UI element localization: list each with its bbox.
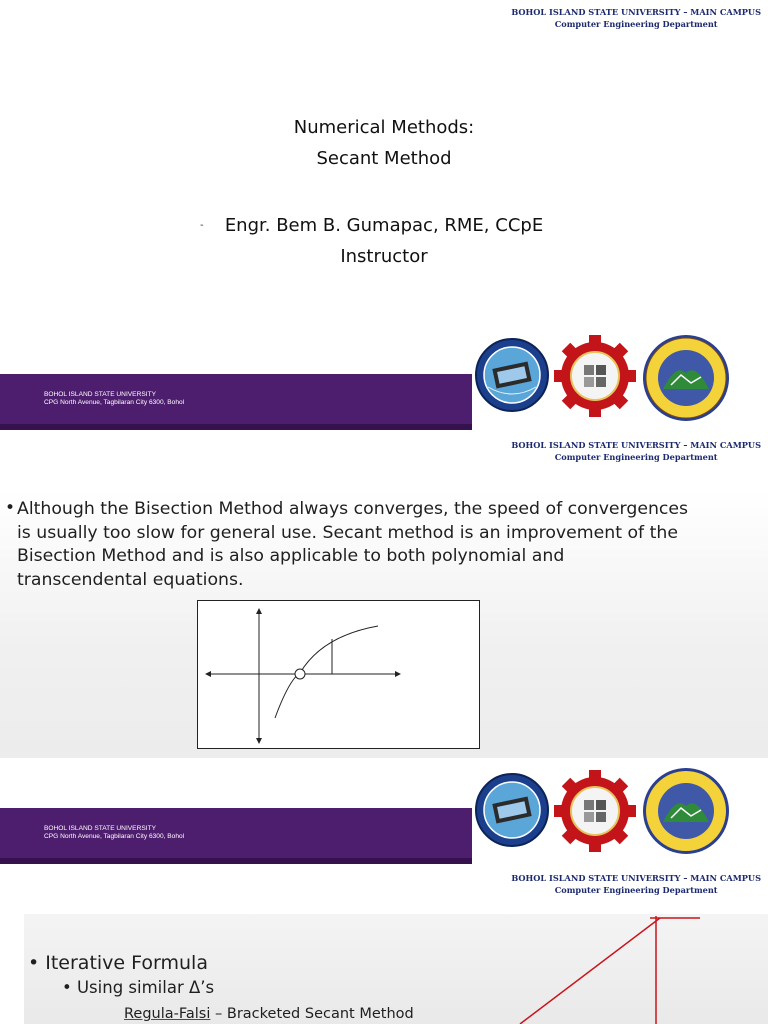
root-point — [295, 669, 305, 679]
header-university: BOHOL ISLAND STATE UNIVERSITY – MAIN CAMPUS — [511, 873, 761, 883]
slide-3 — [0, 866, 768, 1024]
cpe-society-seal-icon — [474, 772, 550, 848]
bullet-paragraph — [17, 498, 768, 592]
bohol-island-state-university-seal-icon — [641, 766, 731, 856]
slide-header — [511, 439, 761, 463]
similar-triangles-diagram — [500, 916, 768, 1024]
bullet-marker: • — [5, 498, 16, 518]
footer-text — [44, 825, 184, 841]
slide-title-line-2: Secant Method — [316, 148, 452, 169]
slide-header — [511, 6, 761, 30]
footer-university: BOHOL ISLAND STATE UNIVERSITY — [44, 391, 156, 398]
author-role: Instructor — [340, 246, 428, 267]
header-university: BOHOL ISLAND STATE UNIVERSITY – MAIN CAMPUS — [511, 7, 761, 17]
author-dash: - — [200, 220, 204, 231]
slide-header — [511, 872, 761, 896]
footer-university: BOHOL ISLAND STATE UNIVERSITY — [44, 825, 156, 832]
header-department: Computer Engineering Department — [554, 452, 718, 462]
header-university: BOHOL ISLAND STATE UNIVERSITY – MAIN CAMPUS — [511, 440, 761, 450]
paragraph-line: Bisection Method and is also applicable to both polynomial and — [17, 546, 565, 566]
bullet-similar-triangles: • Using similar Δ’s — [62, 978, 215, 997]
slide-1 — [0, 0, 768, 432]
slide-2 — [0, 432, 768, 866]
secant-diagram — [197, 600, 481, 750]
header-department: Computer Engineering Department — [554, 19, 718, 29]
paragraph-line: is usually too slow for general use. Secant method is an improvement of the — [17, 522, 678, 543]
footer-address: CPG North Avenue, Tagbilaran City 6300, Bohol — [44, 833, 185, 840]
cpe-society-seal-icon — [474, 337, 550, 413]
paragraph-line: Although the Bisection Method always converges, the speed of convergences — [17, 499, 689, 519]
bohol-island-state-university-seal-icon — [641, 333, 731, 423]
slide-title-line-1: Numerical Methods: — [293, 117, 475, 138]
regula-falsi-desc: – Bracketed Secant Method — [210, 1006, 414, 1022]
engineering-gear-seal-icon — [552, 768, 638, 854]
header-department: Computer Engineering Department — [554, 885, 718, 895]
paragraph-line: transcendental equations. — [17, 569, 244, 590]
engineering-gear-seal-icon — [552, 333, 638, 419]
regula-falsi-term: Regula-Falsi — [124, 1006, 211, 1022]
footer-text — [44, 391, 184, 407]
author-name: Engr. Bem B. Gumapac, RME, CCpE — [224, 215, 544, 236]
footer-address: CPG North Avenue, Tagbilaran City 6300, Bohol — [44, 399, 185, 406]
bullet-iterative-formula: • Iterative Formula — [28, 952, 208, 974]
sub-regula-falsi — [124, 1006, 414, 1022]
